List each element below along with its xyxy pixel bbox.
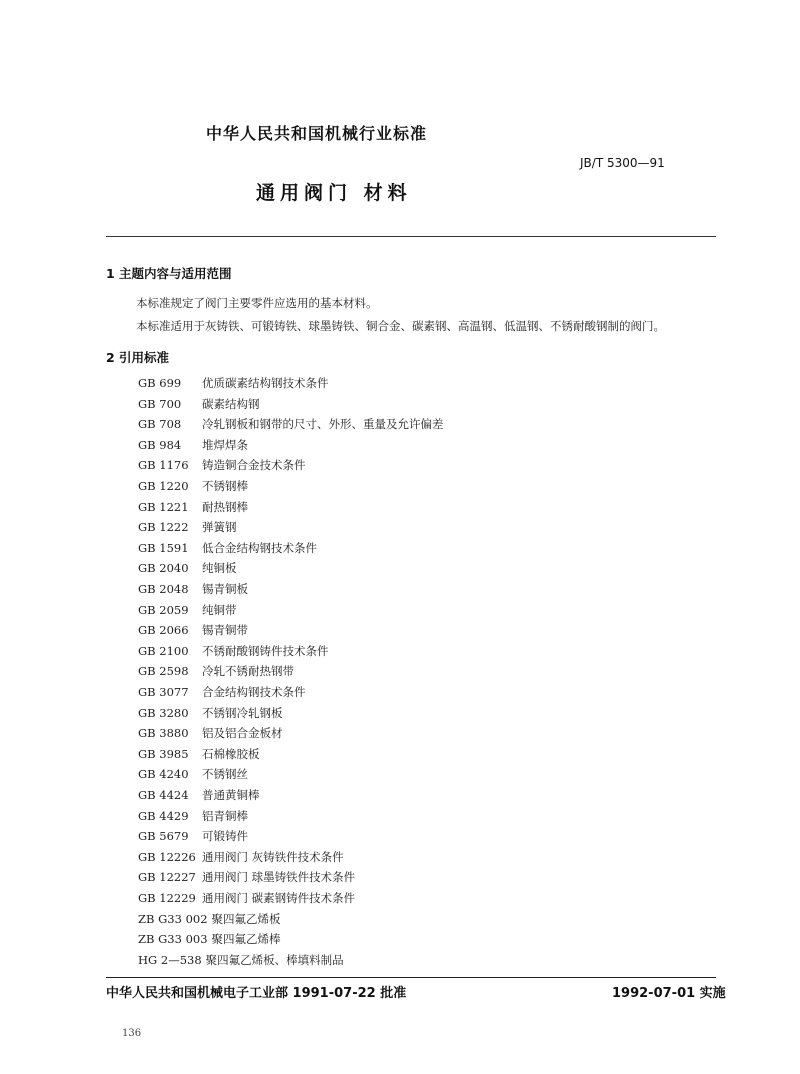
- section-1-heading: 1 主题内容与适用范围: [106, 266, 232, 281]
- reference-item: [138, 725, 283, 741]
- reference-code: GB 3880: [138, 726, 189, 741]
- section-1-paragraph: 本标准规定了阀门主要零件应选用的基本材料。: [136, 296, 378, 310]
- reference-item: [138, 890, 355, 906]
- reference-item: [138, 849, 344, 865]
- reference-title: 可锻铸件: [202, 829, 248, 844]
- issuing-body: 中华人民共和国机械行业标准: [206, 124, 428, 143]
- reference-item: [138, 478, 248, 494]
- reference-item: [138, 869, 355, 885]
- reference-item: [138, 560, 237, 576]
- standard-number: JB/T 5300—91: [580, 156, 665, 170]
- reference-item: [138, 437, 248, 453]
- reference-code: GB 699: [138, 376, 182, 390]
- reference-code: GB 4429: [138, 808, 189, 823]
- reference-code: GB 1591: [138, 540, 189, 555]
- reference-code: GB 12227: [138, 870, 196, 885]
- reference-title: 耐热钢棒: [202, 499, 248, 514]
- reference-item: [138, 416, 444, 432]
- reference-item: [138, 540, 317, 556]
- reference-item: [138, 499, 248, 515]
- reference-title: 不锈钢冷轧钢板: [202, 705, 283, 720]
- reference-item: [138, 602, 237, 618]
- reference-title: 聚四氟乙烯板: [211, 911, 281, 926]
- reference-title: 聚四氟乙烯棒: [211, 932, 281, 947]
- reference-code: GB 4240: [138, 767, 189, 782]
- reference-title: 通用阀门 灰铸铁件技术条件: [202, 849, 344, 864]
- reference-title: 合金结构钢技术条件: [202, 685, 306, 699]
- reference-title: 冷轧钢板和钢带的尺寸、外形、重量及允许偏差: [202, 417, 444, 432]
- reference-item: [138, 581, 248, 597]
- reference-code: GB 2066: [138, 623, 189, 638]
- reference-item: [138, 808, 248, 824]
- reference-code: GB 3077: [138, 685, 189, 699]
- reference-code: GB 5679: [138, 829, 189, 844]
- reference-code: HG 2—538: [138, 952, 202, 967]
- footer-divider: [106, 977, 716, 978]
- reference-title: 不锈钢丝: [202, 767, 248, 782]
- reference-title: 锡青铜带: [202, 623, 248, 638]
- reference-code: GB 2598: [138, 664, 189, 679]
- effective-date: 1992-07-01 实施: [612, 986, 726, 1001]
- reference-code: GB 1221: [138, 499, 189, 514]
- reference-code: ZB G33 003: [138, 932, 208, 947]
- reference-code: GB 708: [138, 417, 182, 432]
- reference-item: [138, 375, 329, 391]
- reference-item: [138, 457, 306, 473]
- reference-code: GB 12229: [138, 891, 196, 905]
- document-title: 通用阀门 材料: [256, 182, 412, 204]
- reference-code: GB 2040: [138, 561, 189, 576]
- reference-item: [138, 787, 260, 803]
- reference-title: 通用阀门 碳素钢铸件技术条件: [202, 891, 356, 905]
- section-2-heading: 2 引用标准: [106, 350, 170, 365]
- reference-title: 冷轧不锈耐热钢带: [202, 664, 294, 679]
- reference-title: 不锈耐酸钢铸件技术条件: [202, 643, 329, 658]
- reference-item: [138, 952, 344, 968]
- reference-item: [138, 396, 260, 412]
- reference-code: GB 1220: [138, 479, 189, 493]
- reference-title: 碳素结构钢: [202, 396, 260, 411]
- page-number: 136: [122, 1028, 142, 1039]
- reference-title: 优质碳素结构钢技术条件: [202, 376, 329, 390]
- header-divider: [106, 236, 716, 237]
- reference-code: GB 2059: [138, 602, 189, 617]
- reference-title: 铸造铜合金技术条件: [202, 458, 306, 473]
- reference-title: 聚四氟乙烯板、棒填料制品: [205, 952, 344, 967]
- reference-code: GB 1176: [138, 458, 189, 473]
- reference-title: 弹簧钢: [202, 520, 237, 535]
- reference-title: 纯铜带: [202, 602, 237, 617]
- reference-title: 低合金结构钢技术条件: [202, 540, 317, 555]
- reference-code: GB 4424: [138, 788, 189, 802]
- reference-item: [138, 828, 248, 844]
- reference-item: [138, 684, 306, 700]
- reference-title: 普通黄铜棒: [202, 788, 260, 802]
- reference-code: ZB G33 002: [138, 911, 208, 926]
- reference-title: 铝及铝合金板材: [202, 726, 283, 741]
- reference-title: 铝青铜棒: [202, 808, 248, 823]
- reference-item: [138, 766, 248, 782]
- reference-code: GB 2100: [138, 643, 189, 658]
- reference-code: GB 984: [138, 437, 182, 452]
- reference-title: 不锈钢棒: [202, 479, 248, 493]
- reference-code: GB 700: [138, 396, 182, 411]
- reference-title: 石棉橡胶板: [202, 746, 260, 761]
- reference-title: 纯铜板: [202, 561, 237, 576]
- reference-item: [138, 663, 294, 679]
- reference-code: GB 3280: [138, 705, 189, 720]
- reference-item: [138, 911, 281, 927]
- reference-code: GB 1222: [138, 520, 189, 535]
- reference-item: [138, 705, 283, 721]
- section-1-paragraph: 本标准适用于灰铸铁、可锻铸铁、球墨铸铁、铜合金、碳素钢、高温钢、低温钢、不锈耐酸钢制的阀门。: [136, 319, 665, 333]
- reference-title: 堆焊焊条: [202, 437, 248, 452]
- approval-line: 中华人民共和国机械电子工业部 1991-07-22 批准: [106, 986, 407, 1001]
- reference-item: [138, 519, 237, 535]
- reference-item: [138, 931, 281, 947]
- reference-code: GB 2048: [138, 582, 189, 596]
- reference-code: GB 12226: [138, 849, 196, 864]
- reference-title: 通用阀门 球墨铸铁件技术条件: [202, 870, 356, 885]
- reference-item: [138, 746, 260, 762]
- reference-title: 锡青铜板: [202, 582, 248, 596]
- reference-item: [138, 622, 248, 638]
- reference-item: [138, 643, 329, 659]
- reference-code: GB 3985: [138, 746, 189, 761]
